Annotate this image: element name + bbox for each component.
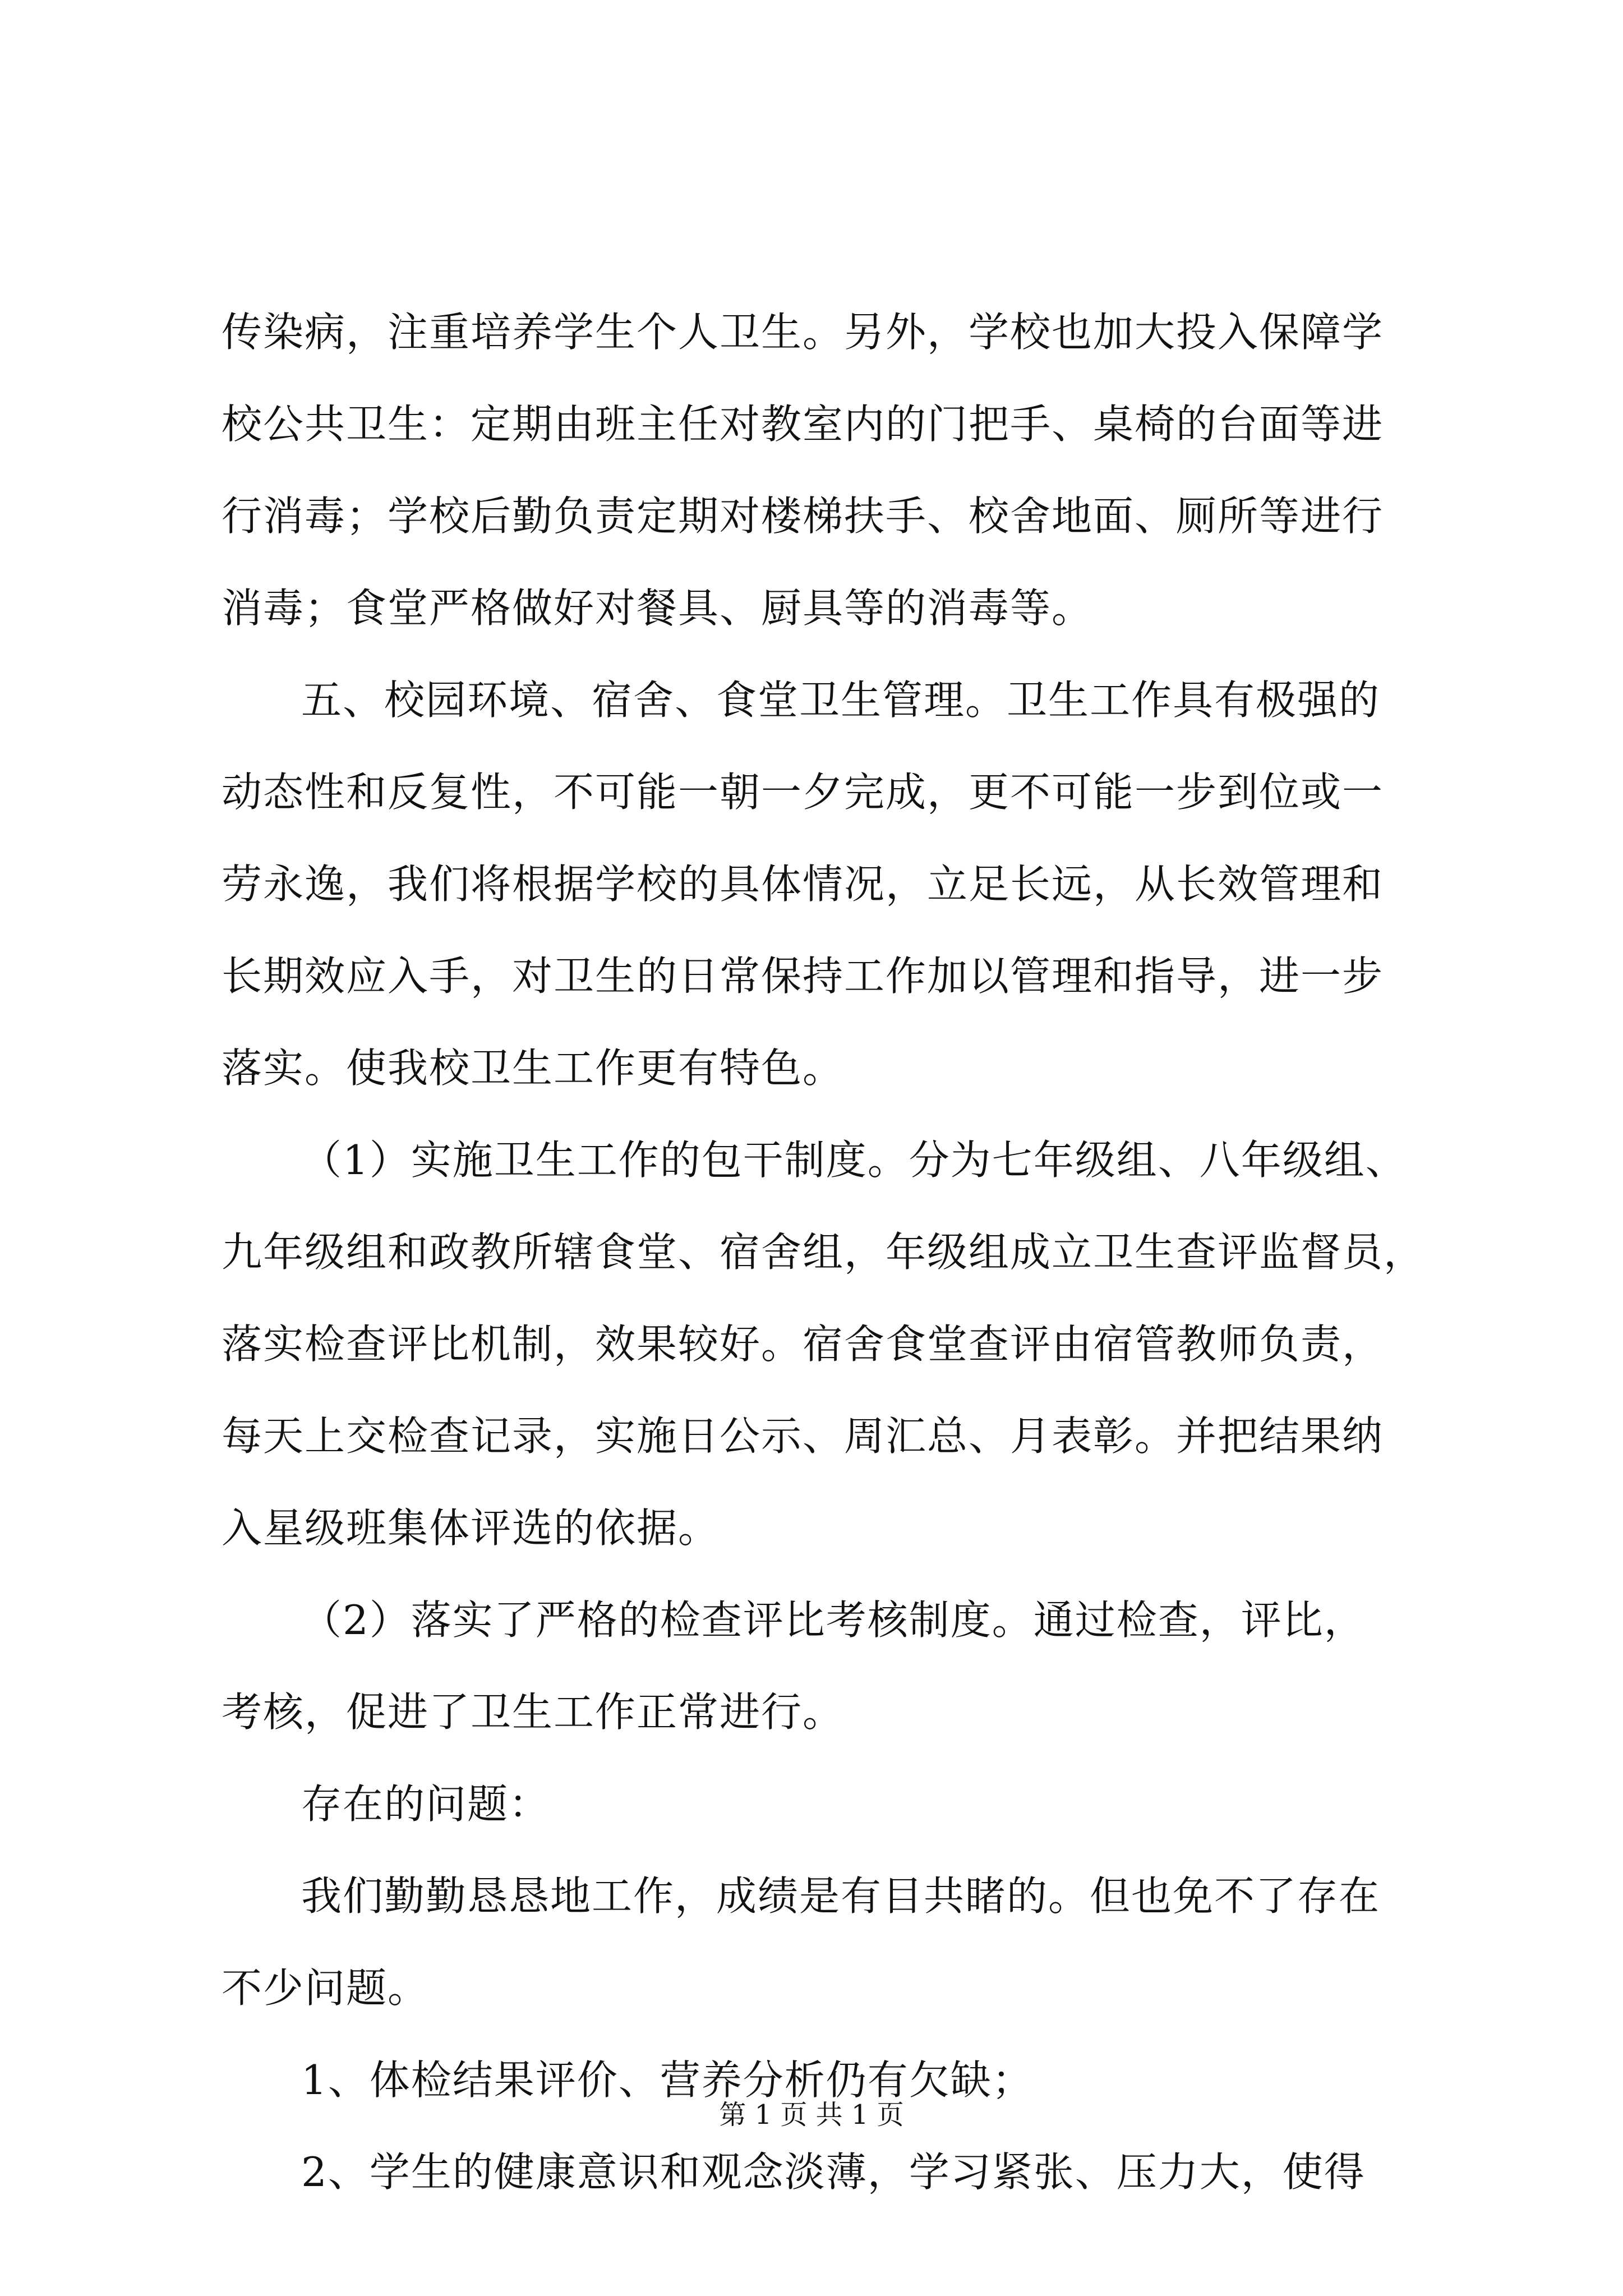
text-line: 行消毒；学校后勤负责定期对楼梯扶手、校舍地面、厕所等进行 xyxy=(222,493,1384,540)
text-line: 不少问题。 xyxy=(222,1964,430,2012)
text-line: 落实。使我校卫生工作更有特色。 xyxy=(222,1045,845,1092)
text-line: 考核，促进了卫生工作正常进行。 xyxy=(222,1688,845,1736)
text-line: 劳永逸，我们将根据学校的具体情况，立足长远，从长效管理和 xyxy=(222,861,1384,908)
page-footer: 第 1 页 共 1 页 xyxy=(719,2099,904,2131)
text-line: （2）落实了严格的检查评比考核制度。通过检查，评比， xyxy=(301,1596,1366,1644)
text-line: 九年级组和政教所辖食堂、宿舍组，年级组成立卫生查评监督员， xyxy=(222,1228,1426,1276)
text-line: 2、学生的健康意识和观念淡薄，学习紧张、压力大，使得 xyxy=(301,2148,1366,2196)
text-line: 传染病，注重培养学生个人卫生。另外，学校也加大投入保障学 xyxy=(222,309,1384,356)
text-line: （1）实施卫生工作的包干制度。分为七年级组、八年级组、 xyxy=(301,1137,1407,1184)
document-body xyxy=(222,286,1438,2218)
text-line: 校公共卫生：定期由班主任对教室内的门把手、桌椅的台面等进 xyxy=(222,401,1384,448)
text-line: 长期效应入手，对卫生的日常保持工作加以管理和指导，进一步 xyxy=(222,953,1384,1000)
text-line: 五、校园环境、宿舍、食堂卫生管理。卫生工作具有极强的 xyxy=(301,677,1381,724)
text-line: 我们勤勤恳恳地工作，成绩是有目共睹的。但也免不了存在 xyxy=(301,1872,1381,1920)
text-line: 入星级班集体评选的依据。 xyxy=(222,1504,720,1552)
text-line: 1、体检结果评价、营养分析仍有欠缺； xyxy=(301,2056,1034,2104)
text-line: 消毒；食堂严格做好对餐具、厨具等的消毒等。 xyxy=(222,585,1094,632)
text-line: 存在的问题： xyxy=(301,1780,551,1828)
text-line: 落实检查评比机制，效果较好。宿舍食堂查评由宿管教师负责， xyxy=(222,1320,1384,1368)
text-line: 每天上交检查记录，实施日公示、周汇总、月表彰。并把结果纳 xyxy=(222,1412,1384,1460)
text-line: 动态性和反复性，不可能一朝一夕完成，更不可能一步到位或一 xyxy=(222,769,1384,816)
